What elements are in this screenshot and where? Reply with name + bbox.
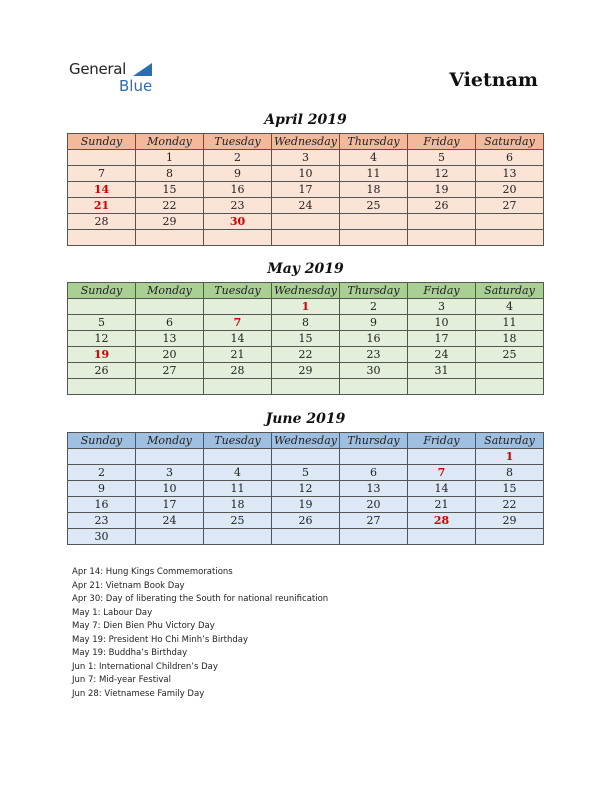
- empty-day-cell: [476, 214, 544, 230]
- day-cell: 29: [272, 363, 340, 379]
- week-row: [68, 198, 544, 214]
- empty-day-cell: [408, 529, 476, 545]
- day-cell: 18: [476, 331, 544, 347]
- weekday-tuesday: Tuesday: [204, 134, 272, 150]
- weekday-thursday: Thursday: [340, 283, 408, 299]
- weekday-saturday: Saturday: [476, 283, 544, 299]
- empty-day-cell: [136, 299, 204, 315]
- day-cell: 23: [68, 513, 136, 529]
- empty-day-cell: [408, 449, 476, 465]
- holiday-note: Apr 14: Hung Kings Commemorations: [72, 567, 233, 577]
- day-cell: 4: [476, 299, 544, 315]
- day-cell: 1: [476, 449, 544, 465]
- holiday-note: Jun 7: Mid-year Festival: [72, 675, 172, 685]
- week-row: [68, 214, 544, 230]
- day-cell: 29: [136, 214, 204, 230]
- day-cell: 13: [136, 331, 204, 347]
- day-cell: 2: [340, 299, 408, 315]
- day-cell: 3: [272, 150, 340, 166]
- country-title: Vietnam: [449, 69, 538, 91]
- weekday-thursday: Thursday: [340, 433, 408, 449]
- empty-day-cell: [272, 214, 340, 230]
- day-cell: 12: [408, 166, 476, 182]
- weekday-sunday: Sunday: [68, 283, 136, 299]
- weekday-tuesday: Tuesday: [204, 433, 272, 449]
- day-cell: 26: [272, 513, 340, 529]
- holiday-note: May 19: Buddha’s Birthday: [72, 648, 188, 658]
- weekday-header: [68, 433, 544, 449]
- calendar-may: [67, 282, 544, 395]
- holiday-note: Jun 1: International Children’s Day: [72, 661, 218, 672]
- weekday-friday: Friday: [408, 433, 476, 449]
- day-cell: 3: [408, 299, 476, 315]
- week-row: [68, 331, 544, 347]
- day-cell: 14: [204, 331, 272, 347]
- empty-day-cell: [136, 379, 204, 395]
- day-cell: 20: [476, 182, 544, 198]
- weekday-saturday: Saturday: [476, 134, 544, 150]
- weekday-sunday: Sunday: [68, 134, 136, 150]
- day-cell: 27: [136, 363, 204, 379]
- weekday-saturday: Saturday: [476, 433, 544, 449]
- day-cell: 7: [68, 166, 136, 182]
- week-row: [68, 363, 544, 379]
- day-cell: 24: [408, 347, 476, 363]
- day-cell: 4: [340, 150, 408, 166]
- day-cell: 11: [204, 481, 272, 497]
- day-cell: 18: [340, 182, 408, 198]
- empty-day-cell: [408, 230, 476, 246]
- week-row: [68, 465, 544, 481]
- empty-day-cell: [408, 214, 476, 230]
- day-cell: 20: [340, 497, 408, 513]
- day-cell: 9: [340, 315, 408, 331]
- day-cell: 11: [340, 166, 408, 182]
- empty-day-cell: [204, 230, 272, 246]
- day-cell: 21: [408, 497, 476, 513]
- day-cell: 25: [340, 198, 408, 214]
- week-row: [68, 182, 544, 198]
- brand-line1: General: [69, 60, 127, 78]
- empty-day-cell: [476, 230, 544, 246]
- weekday-tuesday: Tuesday: [204, 283, 272, 299]
- day-cell: 9: [68, 481, 136, 497]
- day-cell: 15: [272, 331, 340, 347]
- empty-day-cell: [68, 230, 136, 246]
- day-cell: 18: [204, 497, 272, 513]
- day-cell: 19: [272, 497, 340, 513]
- day-cell: 1: [272, 299, 340, 315]
- day-cell: 21: [68, 198, 136, 214]
- empty-day-cell: [136, 230, 204, 246]
- day-cell: 30: [68, 529, 136, 545]
- day-cell: 9: [204, 166, 272, 182]
- weekday-monday: Monday: [136, 433, 204, 449]
- day-cell: 26: [408, 198, 476, 214]
- holiday-note: May 1: Labour Day: [72, 607, 153, 618]
- day-cell: 24: [136, 513, 204, 529]
- empty-day-cell: [340, 449, 408, 465]
- empty-day-cell: [476, 379, 544, 395]
- day-cell: 17: [136, 497, 204, 513]
- day-cell: 10: [408, 315, 476, 331]
- holiday-note: Apr 21: Vietnam Book Day: [72, 580, 185, 591]
- empty-day-cell: [272, 379, 340, 395]
- day-cell: 16: [340, 331, 408, 347]
- day-cell: 8: [136, 166, 204, 182]
- week-row: [68, 529, 544, 545]
- empty-day-cell: [476, 529, 544, 545]
- day-cell: 13: [340, 481, 408, 497]
- day-cell: 14: [408, 481, 476, 497]
- day-cell: 23: [204, 198, 272, 214]
- week-row: [68, 315, 544, 331]
- empty-day-cell: [340, 230, 408, 246]
- day-cell: 7: [204, 315, 272, 331]
- empty-day-cell: [136, 449, 204, 465]
- empty-day-cell: [340, 214, 408, 230]
- empty-day-cell: [340, 529, 408, 545]
- day-cell: 24: [272, 198, 340, 214]
- brand-triangle-icon: [133, 63, 152, 76]
- weekday-header: [68, 283, 544, 299]
- day-cell: 8: [476, 465, 544, 481]
- day-cell: 3: [136, 465, 204, 481]
- day-cell: 26: [68, 363, 136, 379]
- day-cell: 11: [476, 315, 544, 331]
- day-cell: 16: [204, 182, 272, 198]
- weekday-sunday: Sunday: [68, 433, 136, 449]
- holiday-note: May 7: Dien Bien Phu Victory Day: [72, 621, 215, 631]
- day-cell: 6: [476, 150, 544, 166]
- month-title-june: June 2019: [265, 411, 346, 427]
- week-row: [68, 150, 544, 166]
- week-row: [68, 166, 544, 182]
- weekday-header: [68, 134, 544, 150]
- day-cell: 28: [204, 363, 272, 379]
- day-cell: 13: [476, 166, 544, 182]
- empty-day-cell: [68, 379, 136, 395]
- empty-day-cell: [68, 449, 136, 465]
- day-cell: 10: [136, 481, 204, 497]
- day-cell: 22: [272, 347, 340, 363]
- day-cell: 17: [272, 182, 340, 198]
- day-cell: 22: [136, 198, 204, 214]
- weekday-friday: Friday: [408, 283, 476, 299]
- empty-day-cell: [408, 379, 476, 395]
- day-cell: 20: [136, 347, 204, 363]
- empty-day-cell: [204, 379, 272, 395]
- day-cell: 2: [68, 465, 136, 481]
- day-cell: 28: [68, 214, 136, 230]
- empty-day-cell: [272, 449, 340, 465]
- week-row: [68, 230, 544, 246]
- brand-logo: [69, 60, 169, 96]
- day-cell: 30: [340, 363, 408, 379]
- week-row: [68, 449, 544, 465]
- empty-day-cell: [136, 529, 204, 545]
- day-cell: 12: [68, 331, 136, 347]
- day-cell: 10: [272, 166, 340, 182]
- day-cell: 2: [204, 150, 272, 166]
- day-cell: 27: [340, 513, 408, 529]
- holiday-notes: [72, 566, 328, 701]
- day-cell: 1: [136, 150, 204, 166]
- calendar-june: [67, 432, 544, 545]
- holiday-note: May 19: President Ho Chi Minh’s Birthday: [72, 634, 249, 645]
- weekday-wednesday: Wednesday: [272, 433, 340, 449]
- week-row: [68, 497, 544, 513]
- day-cell: 14: [68, 182, 136, 198]
- week-row: [68, 379, 544, 395]
- month-title-april: April 2019: [264, 112, 347, 128]
- day-cell: 30: [204, 214, 272, 230]
- holiday-note: Jun 28: Vietnamese Family Day: [72, 688, 205, 699]
- weekday-monday: Monday: [136, 134, 204, 150]
- weekday-thursday: Thursday: [340, 134, 408, 150]
- day-cell: 22: [476, 497, 544, 513]
- day-cell: 6: [340, 465, 408, 481]
- empty-day-cell: [204, 529, 272, 545]
- day-cell: 8: [272, 315, 340, 331]
- weekday-friday: Friday: [408, 134, 476, 150]
- day-cell: 6: [136, 315, 204, 331]
- day-cell: 5: [272, 465, 340, 481]
- day-cell: 23: [340, 347, 408, 363]
- day-cell: 5: [408, 150, 476, 166]
- day-cell: 28: [408, 513, 476, 529]
- day-cell: 29: [476, 513, 544, 529]
- day-cell: 31: [408, 363, 476, 379]
- weekday-wednesday: Wednesday: [272, 283, 340, 299]
- day-cell: 12: [272, 481, 340, 497]
- empty-day-cell: [204, 299, 272, 315]
- day-cell: 17: [408, 331, 476, 347]
- brand-line2: Blue: [119, 77, 153, 95]
- empty-day-cell: [272, 529, 340, 545]
- day-cell: 21: [204, 347, 272, 363]
- month-title-may: May 2019: [267, 261, 344, 277]
- empty-day-cell: [476, 363, 544, 379]
- calendar-april: [67, 133, 544, 246]
- day-cell: 16: [68, 497, 136, 513]
- empty-day-cell: [68, 150, 136, 166]
- day-cell: 5: [68, 315, 136, 331]
- week-row: [68, 347, 544, 363]
- day-cell: 25: [476, 347, 544, 363]
- holiday-note: Apr 30: Day of liberating the South for national reunification: [72, 594, 329, 604]
- empty-day-cell: [204, 449, 272, 465]
- day-cell: 19: [68, 347, 136, 363]
- day-cell: 7: [408, 465, 476, 481]
- empty-day-cell: [68, 299, 136, 315]
- day-cell: 15: [476, 481, 544, 497]
- week-row: [68, 513, 544, 529]
- weekday-monday: Monday: [136, 283, 204, 299]
- week-row: [68, 481, 544, 497]
- day-cell: 15: [136, 182, 204, 198]
- day-cell: 25: [204, 513, 272, 529]
- day-cell: 4: [204, 465, 272, 481]
- weekday-wednesday: Wednesday: [272, 134, 340, 150]
- empty-day-cell: [340, 379, 408, 395]
- week-row: [68, 299, 544, 315]
- empty-day-cell: [272, 230, 340, 246]
- day-cell: 27: [476, 198, 544, 214]
- day-cell: 19: [408, 182, 476, 198]
